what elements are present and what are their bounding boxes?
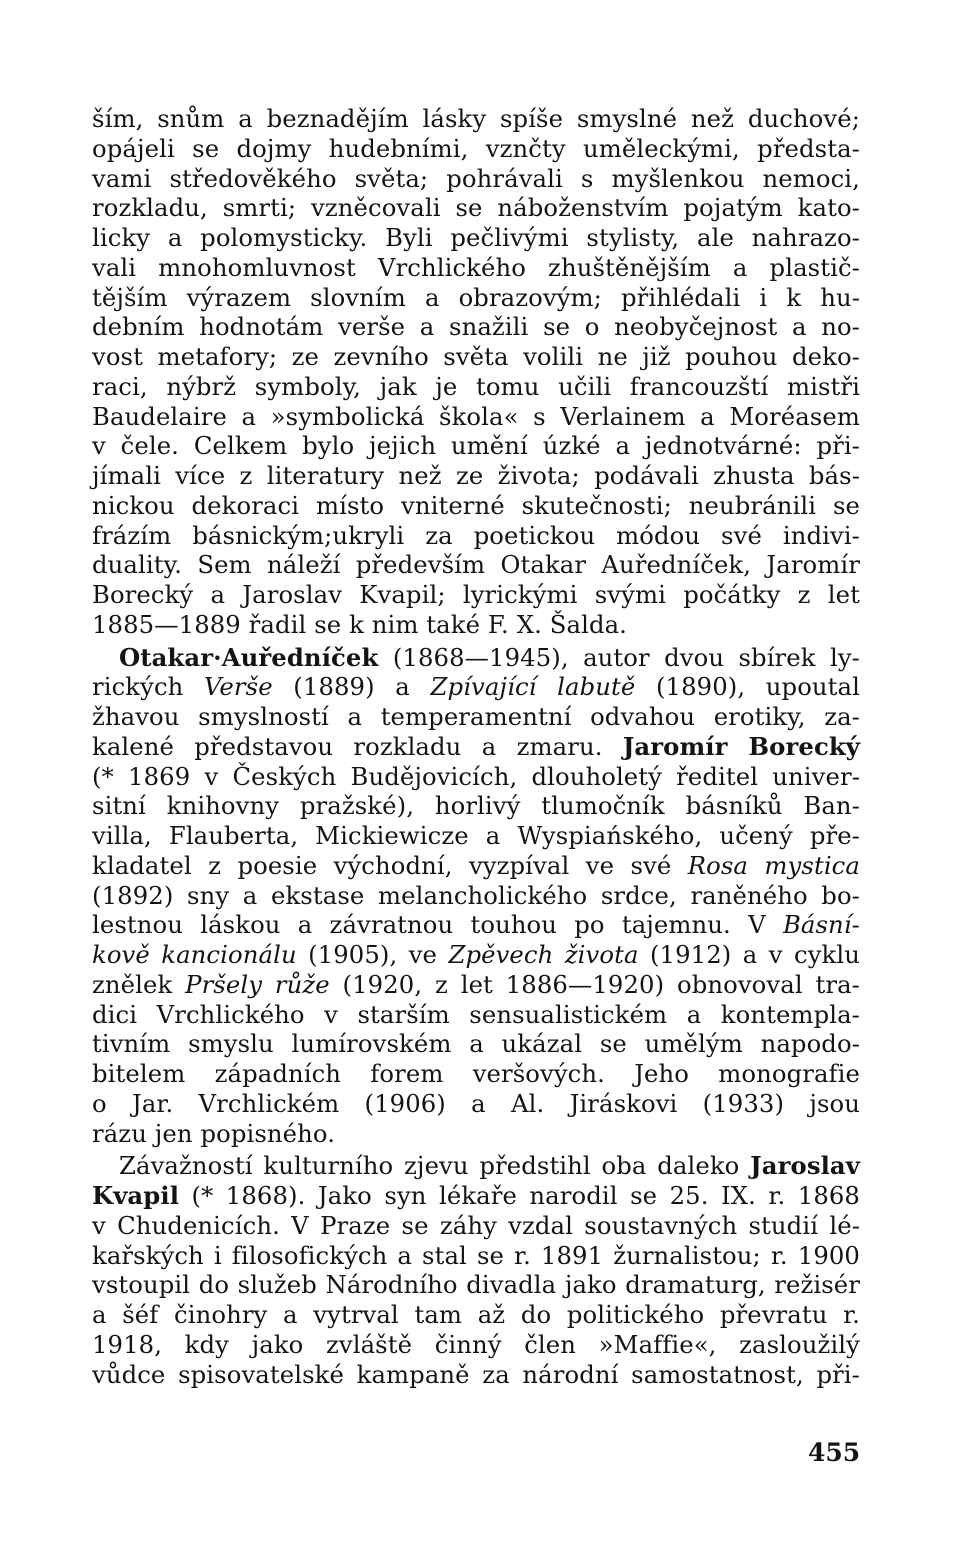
- page-number: 455: [808, 1438, 861, 1467]
- text-line: [92, 672, 860, 702]
- text-line: (1892) sny a ekstase melancholického srdce, raněného bo-: [92, 880, 860, 910]
- text-line: bitelem západních forem veršových. Jeho monografie: [92, 1059, 860, 1088]
- text-line: vost metafory; ze zevního světa volili ne již pouhou deko-: [92, 342, 860, 371]
- author-name-aurednicek: Otakar·Auředníček: [119, 642, 379, 672]
- paragraph-2: [92, 643, 860, 1149]
- text-line: jímali více z literatury než ze života; podávali zhusta bás-: [92, 461, 860, 490]
- text-line: licky a polomysticky. Byli pečlivými stylisty, ale nahrazo-: [92, 223, 860, 252]
- work-title: Zpěvech života: [448, 940, 639, 969]
- text-line: nickou dekoraci místo vniterné skutečnosti; neubránili se: [92, 490, 860, 520]
- text-run: rických: [92, 672, 205, 702]
- text-run: (1912) a v cyklu: [638, 940, 860, 969]
- text-run: kladatel z poesie východní, vyzpíval ve své: [92, 850, 688, 880]
- work-title: Básní-: [782, 910, 860, 940]
- paragraph-1: [92, 104, 860, 640]
- work-title: kově kancionálu: [92, 940, 297, 969]
- text-line: vstoupil do služeb Národního divadla jako dramaturg, režisér: [92, 1270, 860, 1300]
- text-line: [92, 1181, 860, 1211]
- text-line: [92, 643, 860, 673]
- text-line: (* 1869 v Českých Budějovicích, dlouholetý ředitel univer-: [92, 761, 860, 791]
- work-title: Verše: [204, 672, 273, 702]
- text-line: vůdce spisovatelské kampaně za národní samostatnost, při-: [92, 1359, 860, 1389]
- author-name-kvapil: Jaroslav: [750, 1151, 860, 1181]
- text-line: Baudelaire a »symbolická škola« s Verlainem a Moréasem: [92, 401, 860, 431]
- text-line: vami středověkého světa; pohrávali s myšlenkou nemoci,: [92, 163, 860, 193]
- text-line: kařských i filosofických a stal se r. 1891 žurnalistou; r. 1900: [92, 1240, 860, 1270]
- text-line: frázím básnickým;ukryli za poetickou módou své indivi-: [92, 520, 860, 550]
- text-line: [92, 910, 860, 940]
- text-line: tivním smyslu lumírovském a ukázal se umělým napodo-: [92, 1029, 860, 1059]
- text-line: duality. Sem náleží především Otakar Auředníček, Jaromír: [92, 550, 860, 580]
- text-line: villa, Flauberta, Mickiewicze a Wyspiańského, učený pře-: [92, 821, 860, 850]
- text-run: znělek: [92, 969, 186, 999]
- author-name-kvapil: Kvapil: [92, 1181, 180, 1210]
- text-line: [92, 940, 860, 970]
- text-run: kalené představou rozkladu a zmaru.: [92, 731, 623, 761]
- text-line: žhavou smyslností a temperamentní odvahou erotiky, za-: [92, 702, 860, 731]
- text-run: (1868—1945), autor dvou sbírek ly-: [378, 642, 860, 672]
- author-name-borecky: Jaromír Borecký: [622, 731, 860, 761]
- text-line: ším, snům a beznadějím lásky spíše smyslné než duchové;: [92, 104, 860, 133]
- text-run: (* 1868). Jako syn lékaře narodil se 25. IX. r. 1868: [179, 1181, 860, 1210]
- text-line: v Chudenicích. V Praze se záhy vzdal soustavných studií lé-: [92, 1210, 860, 1240]
- work-title: Rosa mystica: [687, 850, 860, 880]
- text-line: vali mnohomluvnost Vrchlického zhuštěnějším a plastič-: [92, 252, 860, 282]
- text-line: sitní knihovny pražské), horlivý tlumočník básníků Ban-: [92, 791, 860, 821]
- text-run: (1905), ve: [296, 940, 449, 969]
- text-run: (1920, z let 1886—1920) obnovoval tra-: [329, 969, 860, 999]
- text-line: [92, 970, 860, 1000]
- text-run: lestnou láskou a závratnou touhou po tajemnu. V: [92, 910, 783, 940]
- text-line: v čele. Celkem bylo jejich umění úzké a jednotvárné: při-: [92, 431, 860, 461]
- text-line: rozkladu, smrti; vzněcovali se náboženstvím pojatým kato-: [92, 193, 860, 223]
- text-line: tějším výrazem slovním a obrazovým; přihlédali i k hu-: [92, 282, 860, 312]
- paragraph-3: [92, 1151, 860, 1389]
- text-line: Borecký a Jaroslav Kvapil; lyrickými svými počátky z let: [92, 580, 860, 609]
- text-line: a šéf činohry a vytrval tam až do politického převratu r.: [92, 1300, 860, 1329]
- work-title: Zpívající labutě: [430, 672, 636, 702]
- text-run: (1890), upoutal: [635, 672, 860, 702]
- text-line: rázu jen popisného.: [92, 1118, 336, 1148]
- text-line: opájeli se dojmy hudebními, vznčty uměleckými, předsta-: [92, 133, 860, 163]
- work-title: Pršely růže: [185, 969, 330, 999]
- text-line: [92, 1151, 860, 1181]
- text-run: Závažností kulturního zjevu předstihl oba daleko: [119, 1151, 751, 1181]
- text-line: o Jar. Vrchlickém (1906) a Al. Jiráskovi (1933) jsou: [92, 1088, 860, 1118]
- text-line: [92, 851, 860, 881]
- text-line: 1918, kdy jako zvláště činný člen »Maffie«, zasloužilý: [92, 1329, 860, 1359]
- text-line: debním hodnotám verše a snažili se o neobyčejnost a no-: [92, 312, 860, 342]
- text-line: 1885—1889 řadil se k nim také F. X. Šalda.: [92, 609, 628, 639]
- page-body-text: [92, 104, 860, 1389]
- text-line: dici Vrchlického v starším sensualistickém a kontempla-: [92, 999, 860, 1029]
- text-line: raci, nýbrž symboly, jak je tomu učili francouzští mistři: [92, 371, 860, 401]
- text-line: [92, 732, 860, 762]
- text-run: (1889) a: [272, 672, 431, 702]
